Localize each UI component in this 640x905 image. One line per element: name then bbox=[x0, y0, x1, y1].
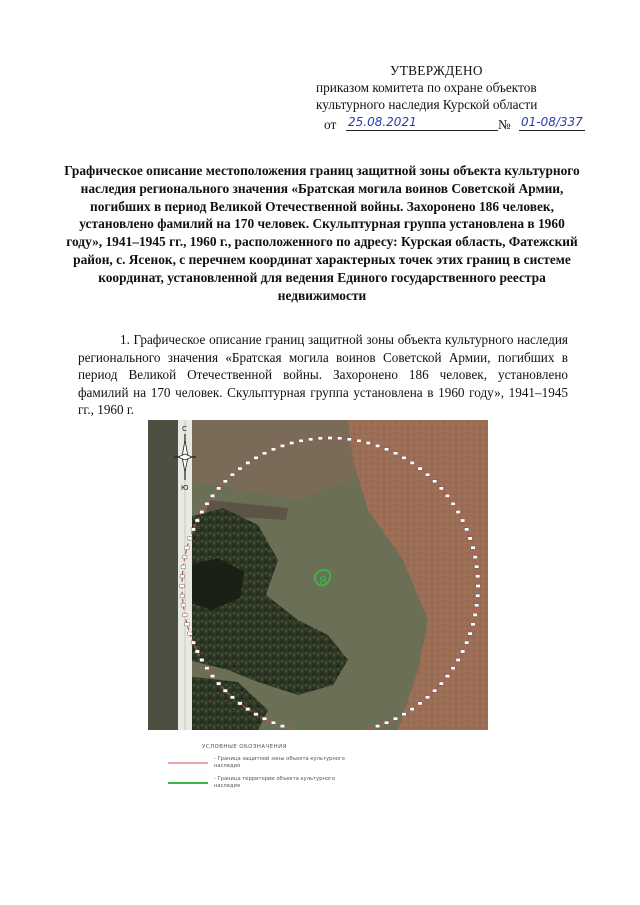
boundary-point-marker bbox=[445, 494, 449, 497]
boundary-point-marker bbox=[254, 456, 258, 459]
boundary-point-marker bbox=[205, 502, 209, 505]
boundary-point-marker bbox=[433, 689, 437, 692]
boundary-point-marker bbox=[465, 641, 469, 644]
boundary-point-marker bbox=[254, 713, 258, 716]
boundary-point-marker bbox=[402, 456, 406, 459]
boundary-point-marker bbox=[181, 565, 185, 568]
boundary-point-marker bbox=[299, 439, 303, 442]
boundary-point-marker bbox=[461, 650, 465, 653]
map-left-area bbox=[148, 420, 178, 730]
boundary-point-marker bbox=[410, 461, 414, 464]
number-value: 01-08/337 bbox=[521, 115, 583, 129]
boundary-point-marker bbox=[445, 675, 449, 678]
boundary-point-marker bbox=[217, 682, 221, 685]
boundary-point-marker bbox=[468, 632, 472, 635]
boundary-point-marker bbox=[471, 546, 475, 549]
boundary-point-marker bbox=[456, 658, 460, 661]
boundary-point-marker bbox=[418, 702, 422, 705]
boundary-point-marker bbox=[188, 632, 192, 635]
map-legend bbox=[150, 744, 480, 789]
approval-title: УТВЕРЖДЕНО bbox=[390, 63, 483, 78]
boundary-point-marker bbox=[183, 556, 187, 559]
section-1-paragraph bbox=[78, 331, 568, 419]
boundary-point-marker bbox=[468, 537, 472, 540]
boundary-point-marker bbox=[180, 575, 184, 578]
legend-label: - Граница защитной зоны объекта культурного наследия bbox=[214, 756, 345, 769]
boundary-point-marker bbox=[290, 441, 294, 444]
boundary-point-marker bbox=[347, 438, 351, 441]
boundary-point-marker bbox=[230, 696, 234, 699]
approval-line-1: приказом комитета по охране объектов bbox=[316, 80, 537, 95]
boundary-point-marker bbox=[475, 604, 479, 607]
boundary-point-marker bbox=[180, 584, 184, 587]
boundary-point-marker bbox=[210, 675, 214, 678]
legend-item-territory bbox=[168, 776, 488, 794]
approval-line-2: культурного наследия Курской области bbox=[316, 97, 538, 112]
boundary-point-marker bbox=[393, 452, 397, 455]
boundary-point-marker bbox=[476, 584, 480, 587]
boundary-point-marker bbox=[451, 502, 455, 505]
boundary-point-marker bbox=[262, 452, 266, 455]
boundary-point-marker bbox=[357, 439, 361, 442]
boundary-point-marker bbox=[439, 487, 443, 490]
boundary-point-marker bbox=[433, 480, 437, 483]
boundary-point-marker bbox=[456, 510, 460, 513]
boundary-point-marker bbox=[328, 436, 332, 439]
number-prefix: № bbox=[498, 117, 511, 132]
boundary-point-marker bbox=[271, 448, 275, 451]
boundary-point-marker bbox=[410, 708, 414, 711]
boundary-point-marker bbox=[262, 717, 266, 720]
boundary-point-marker bbox=[402, 713, 406, 716]
boundary-point-marker bbox=[217, 487, 221, 490]
boundary-point-marker bbox=[191, 528, 195, 531]
boundary-point-marker bbox=[200, 658, 204, 661]
boundary-point-marker bbox=[338, 437, 342, 440]
boundary-point-marker bbox=[230, 473, 234, 476]
boundary-point-marker bbox=[418, 467, 422, 470]
boundary-point-marker bbox=[280, 444, 284, 447]
boundary-point-marker bbox=[465, 528, 469, 531]
boundary-point-marker bbox=[238, 467, 242, 470]
legend-title: УСЛОВНЫЕ ОБОЗНАЧЕНИЯ bbox=[202, 744, 287, 750]
boundary-point-marker bbox=[181, 604, 185, 607]
legend-label: - Граница территории объекта культурного наследия bbox=[214, 776, 335, 789]
boundary-point-marker bbox=[195, 519, 199, 522]
legend-item-protective-zone bbox=[168, 756, 488, 774]
boundary-point-marker bbox=[185, 546, 189, 549]
boundary-point-marker bbox=[439, 682, 443, 685]
boundary-point-marker bbox=[473, 556, 477, 559]
boundary-point-marker bbox=[318, 437, 322, 440]
boundary-point-marker bbox=[476, 594, 480, 597]
compass-north-label: С bbox=[182, 425, 187, 433]
date-field bbox=[346, 114, 498, 131]
legend-swatch-red bbox=[168, 761, 208, 765]
approval-block bbox=[316, 62, 616, 134]
boundary-point-marker bbox=[461, 519, 465, 522]
boundary-point-marker bbox=[210, 494, 214, 497]
boundary-point-marker bbox=[280, 725, 284, 728]
boundary-point-marker bbox=[476, 575, 480, 578]
boundary-point-marker bbox=[425, 473, 429, 476]
boundary-point-marker bbox=[185, 623, 189, 626]
boundary-point-marker bbox=[205, 667, 209, 670]
object-marker-label: 8 bbox=[319, 575, 328, 590]
boundary-point-marker bbox=[375, 444, 379, 447]
boundary-point-marker bbox=[384, 721, 388, 724]
boundary-point-marker bbox=[473, 613, 477, 616]
boundary-point-marker bbox=[246, 708, 250, 711]
satellite-map bbox=[148, 420, 488, 730]
boundary-point-marker bbox=[195, 650, 199, 653]
boundary-point-marker bbox=[451, 667, 455, 670]
number-field bbox=[519, 114, 585, 131]
approval-date-line bbox=[316, 114, 616, 134]
boundary-point-marker bbox=[475, 565, 479, 568]
document-heading: Графическое описание местоположения границ защитной зоны объекта культурного наследия регионального значения «Братская могила воинов Советской Армии, погибших в период Великой Отечественной войны. Захоронено 186 человек, установлено фамилий на 170 человек. Скульптурная группа установлена в 1960 году», 1941–1945 гг., 1960 г., расположенного по адресу: Курская область, Фатежский район, с. Ясенок, с перечнем координат характерных точек этих границ в системе координат, установленной для ведения Единого государственного реестра недвижимости bbox=[64, 163, 580, 303]
boundary-point-marker bbox=[309, 438, 313, 441]
boundary-point-marker bbox=[180, 594, 184, 597]
boundary-point-marker bbox=[223, 689, 227, 692]
boundary-point-marker bbox=[375, 725, 379, 728]
legend-swatch-green bbox=[168, 781, 208, 785]
boundary-point-marker bbox=[223, 480, 227, 483]
date-value: 25.08.2021 bbox=[348, 115, 417, 129]
boundary-point-marker bbox=[384, 448, 388, 451]
boundary-point-marker bbox=[188, 537, 192, 540]
date-prefix: от bbox=[324, 117, 337, 132]
boundary-point-marker bbox=[471, 623, 475, 626]
boundary-point-marker bbox=[425, 696, 429, 699]
section-1-text: 1. Графическое описание границ защитной зоны объекта культурного наследия регионального значения «Братская могила воинов Советской Армии, погибших в период Великой Отечественной войны. Захоронено 186 человек, установлено фамилий на 170 человек. Скульптурная группа установлена в 1960 году», 1941–1945 гг., 1960 г. bbox=[78, 332, 568, 418]
boundary-point-marker bbox=[238, 702, 242, 705]
boundary-point-marker bbox=[246, 461, 250, 464]
compass-south-label: Ю bbox=[181, 484, 189, 492]
boundary-point-marker bbox=[393, 717, 397, 720]
boundary-point-marker bbox=[366, 441, 370, 444]
boundary-point-marker bbox=[183, 613, 187, 616]
boundary-point-marker bbox=[191, 641, 195, 644]
boundary-point-marker bbox=[271, 721, 275, 724]
boundary-point-marker bbox=[200, 510, 204, 513]
